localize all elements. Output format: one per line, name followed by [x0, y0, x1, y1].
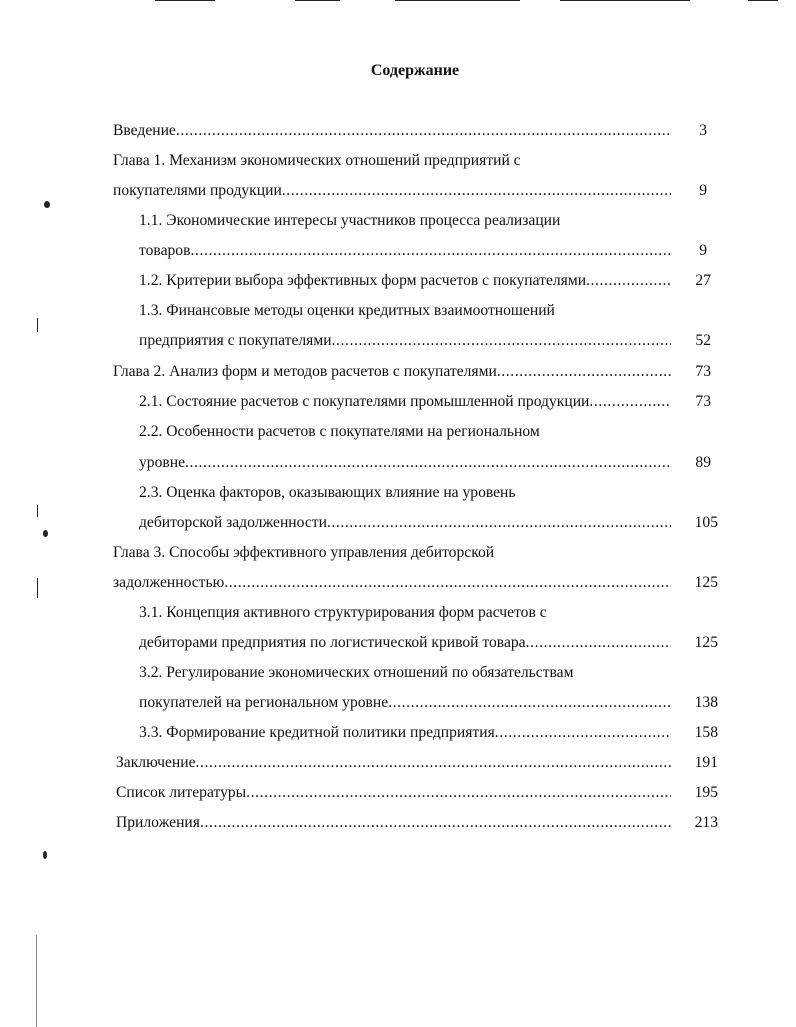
toc-page-number: 125: [694, 634, 718, 651]
dot-leader: [224, 571, 671, 595]
toc-entry-3-1: дебиторами предприятия по логистической кривой товара .....: [139, 631, 671, 655]
toc-entry-conclusion: Заключение .....: [116, 751, 671, 775]
toc-page-number: 73: [695, 393, 711, 410]
toc-page-number: 158: [694, 724, 718, 741]
toc-entry-2-3: дебиторской задолженности .....: [139, 511, 671, 535]
toc-entry-chapter-1: покупателями продукции .....: [113, 179, 671, 203]
toc-entry-1-1-line1: 1.1. Экономические интересы участников процесса реализации: [139, 212, 561, 229]
toc-page-number: 89: [695, 454, 711, 471]
toc-entry-3-3: 3.3. Формирование кредитной политики предприятия .....: [139, 721, 671, 745]
toc-page-number: 213: [694, 814, 718, 831]
dot-leader: [526, 631, 671, 655]
toc-entry-chapter-3-line1: Глава 3. Способы эффективного управления дебиторской: [113, 544, 495, 561]
dot-leader: [246, 781, 671, 805]
toc-entry-3-2: покупателей на региональном уровне .....: [139, 691, 671, 715]
dot-leader: [190, 239, 671, 263]
dot-leader: [200, 811, 671, 835]
dot-leader: [196, 751, 671, 775]
dot-leader: [388, 691, 671, 715]
toc-page-number: 27: [695, 272, 711, 289]
toc-page-number: 195: [694, 784, 718, 801]
toc-page-number: 9: [699, 242, 707, 259]
toc-page-number: 125: [694, 574, 718, 591]
dot-leader: [185, 451, 671, 475]
toc-entry-3-2-line1: 3.2. Регулирование экономических отношений по обязательствам: [139, 664, 574, 681]
toc-page-number: 73: [695, 363, 711, 380]
toc-entry-1-1: товаров .....: [139, 239, 671, 263]
toc-entry-appendices: Приложения .....: [116, 811, 671, 835]
dot-leader: [495, 721, 671, 745]
toc-entry-1-2: 1.2. Критерии выбора эффективных форм расчетов с покупателями .....: [139, 269, 671, 293]
toc-entry-chapter-2: Глава 2. Анализ форм и методов расчетов с покупателями .....: [113, 360, 671, 384]
toc-page-number: 105: [694, 514, 718, 531]
dot-leader: [332, 329, 671, 353]
toc-page-number: 9: [699, 182, 707, 199]
dot-leader: [589, 390, 671, 414]
toc-entry-introduction: Введение .....: [113, 119, 671, 143]
toc-page-number: 3: [699, 122, 707, 139]
toc-entry-chapter-3: задолженностью .....: [113, 571, 671, 595]
toc-entry-1-3: предприятия с покупателями .....: [139, 329, 671, 353]
toc-entry-2-1: 2.1. Состояние расчетов с покупателями промышленной продукции .....: [139, 390, 671, 414]
dot-leader: [497, 360, 671, 384]
toc-page-number: 138: [694, 694, 718, 711]
toc-entry-3-1-line1: 3.1. Концепция активного структурирования форм расчетов с: [139, 604, 547, 621]
toc-entry-bibliography: Список литературы .....: [116, 781, 671, 805]
toc-entry-2-2-line1: 2.2. Особенности расчетов с покупателями на региональном: [139, 423, 540, 440]
page-title: Содержание: [370, 62, 460, 79]
toc-entry-2-3-line1: 2.3. Оценка факторов, оказывающих влияние на уровень: [139, 484, 516, 501]
dot-leader: [586, 269, 671, 293]
dot-leader: [282, 179, 671, 203]
dot-leader: [176, 119, 671, 143]
dot-leader: [327, 511, 671, 535]
toc-page-number: 52: [695, 332, 711, 349]
toc-page-number: 191: [694, 754, 718, 771]
toc-entry-2-2: уровне .....: [139, 451, 671, 475]
toc-entry-chapter-1-line1: Глава 1. Механизм экономических отношений предприятий с: [113, 152, 521, 169]
toc-entry-1-3-line1: 1.3. Финансовые методы оценки кредитных взаимоотношений: [139, 302, 555, 319]
